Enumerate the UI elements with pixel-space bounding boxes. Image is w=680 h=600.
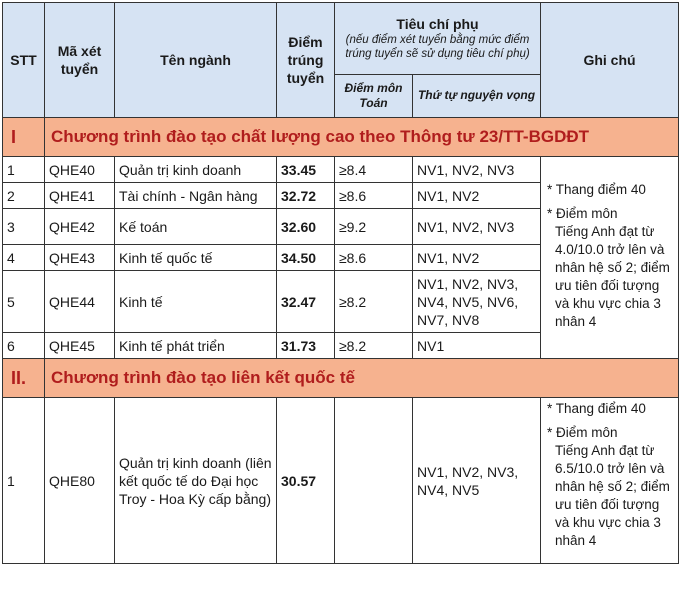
cell-diem: 34.50 xyxy=(277,245,335,271)
cell-nv: NV1, NV2, NV3, NV4, NV5 xyxy=(413,398,541,564)
header-thu-tu-nguyen-vong: Thứ tự nguyện vọng xyxy=(413,74,541,117)
cell-stt: 6 xyxy=(3,333,45,359)
section-1-title: Chương trình đào tạo chất lượng cao theo Thông tư 23/TT-BGDĐT xyxy=(45,118,679,157)
cell-ten: Kế toán xyxy=(115,209,277,245)
cell-diem: 30.57 xyxy=(277,398,335,564)
section-2-ghi-chu xyxy=(541,398,679,564)
cell-diem: 31.73 xyxy=(277,333,335,359)
cell-ma: QHE42 xyxy=(45,209,115,245)
header-ten-nganh: Tên ngành xyxy=(115,3,277,118)
cell-toan: ≥8.6 xyxy=(335,183,413,209)
cell-ma: QHE41 xyxy=(45,183,115,209)
cell-nv: NV1, NV2, NV3 xyxy=(413,209,541,245)
cell-nv: NV1, NV2 xyxy=(413,183,541,209)
cell-diem: 33.45 xyxy=(277,157,335,183)
cell-toan: ≥8.2 xyxy=(335,271,413,333)
ghi-chu-thang-diem: * Thang điểm 40 xyxy=(547,182,646,197)
cell-stt: 1 xyxy=(3,157,45,183)
admission-score-table xyxy=(2,2,679,564)
cell-stt: 4 xyxy=(3,245,45,271)
cell-nv: NV1, NV2, NV3 xyxy=(413,157,541,183)
cell-diem: 32.72 xyxy=(277,183,335,209)
header-ma-xet-tuyen: Mã xét tuyển xyxy=(45,3,115,118)
ghi-chu-diem-mon: * Điểm môn xyxy=(547,206,618,221)
section-2-title: Chương trình đào tạo liên kết quốc tế xyxy=(45,359,679,398)
ghi-chu-diem-mon-detail: Tiếng Anh đạt từ 6.5/10.0 trở lên và nhân hệ số 2; điểm ưu tiên đối tượng và khu vực chia 3 nhân 4 xyxy=(555,443,670,548)
tieu-chi-phu-note: (nếu điểm xét tuyển bằng mức điểm trúng tuyển sẽ sử dụng tiêu chí phụ) xyxy=(345,34,530,61)
cell-ma: QHE43 xyxy=(45,245,115,271)
section-1-row xyxy=(3,118,679,157)
section-1-ghi-chu xyxy=(541,157,679,359)
cell-ma: QHE80 xyxy=(45,398,115,564)
cell-ma: QHE40 xyxy=(45,157,115,183)
cell-ma: QHE44 xyxy=(45,271,115,333)
section-2-row xyxy=(3,359,679,398)
cell-ten: Kinh tế quốc tế xyxy=(115,245,277,271)
cell-stt: 1 xyxy=(3,398,45,564)
cell-ma: QHE45 xyxy=(45,333,115,359)
cell-toan: ≥8.6 xyxy=(335,245,413,271)
header-diem-mon-toan: Điểm môn Toán xyxy=(335,74,413,117)
cell-ten: Quản trị kinh doanh xyxy=(115,157,277,183)
cell-nv: NV1, NV2, NV3, NV4, NV5, NV6, NV7, NV8 xyxy=(413,271,541,333)
cell-nv: NV1 xyxy=(413,333,541,359)
tieu-chi-phu-title: Tiêu chí phụ xyxy=(396,16,479,33)
cell-diem: 32.47 xyxy=(277,271,335,333)
section-2-num: II. xyxy=(3,359,45,398)
cell-ten: Kinh tế phát triển xyxy=(115,333,277,359)
header-stt: STT xyxy=(3,3,45,118)
table-row xyxy=(3,157,679,183)
cell-stt: 3 xyxy=(3,209,45,245)
cell-ten: Quản trị kinh doanh (liên kết quốc tế do Đại học Troy - Hoa Kỳ cấp bằng) xyxy=(115,398,277,564)
cell-stt: 2 xyxy=(3,183,45,209)
cell-toan: ≥8.4 xyxy=(335,157,413,183)
table-row xyxy=(3,398,679,564)
cell-ten: Kinh tế xyxy=(115,271,277,333)
cell-diem: 32.60 xyxy=(277,209,335,245)
ghi-chu-diem-mon: * Điểm môn xyxy=(547,425,618,440)
header-tieu-chi-phu xyxy=(335,3,541,75)
ghi-chu-thang-diem: * Thang điểm 40 xyxy=(547,401,646,416)
cell-ten: Tài chính - Ngân hàng xyxy=(115,183,277,209)
header-ghi-chu: Ghi chú xyxy=(541,3,679,118)
cell-nv: NV1, NV2 xyxy=(413,245,541,271)
ghi-chu-diem-mon-detail: Tiếng Anh đạt từ 4.0/10.0 trở lên và nhân hệ số 2; điểm ưu tiên đối tượng và khu vực chia 3 nhân 4 xyxy=(555,224,670,329)
section-1-num: I xyxy=(3,118,45,157)
cell-stt: 5 xyxy=(3,271,45,333)
header-diem-trung-tuyen: Điểm trúng tuyển xyxy=(277,3,335,118)
cell-toan: ≥9.2 xyxy=(335,209,413,245)
cell-toan: ≥8.2 xyxy=(335,333,413,359)
cell-toan xyxy=(335,398,413,564)
